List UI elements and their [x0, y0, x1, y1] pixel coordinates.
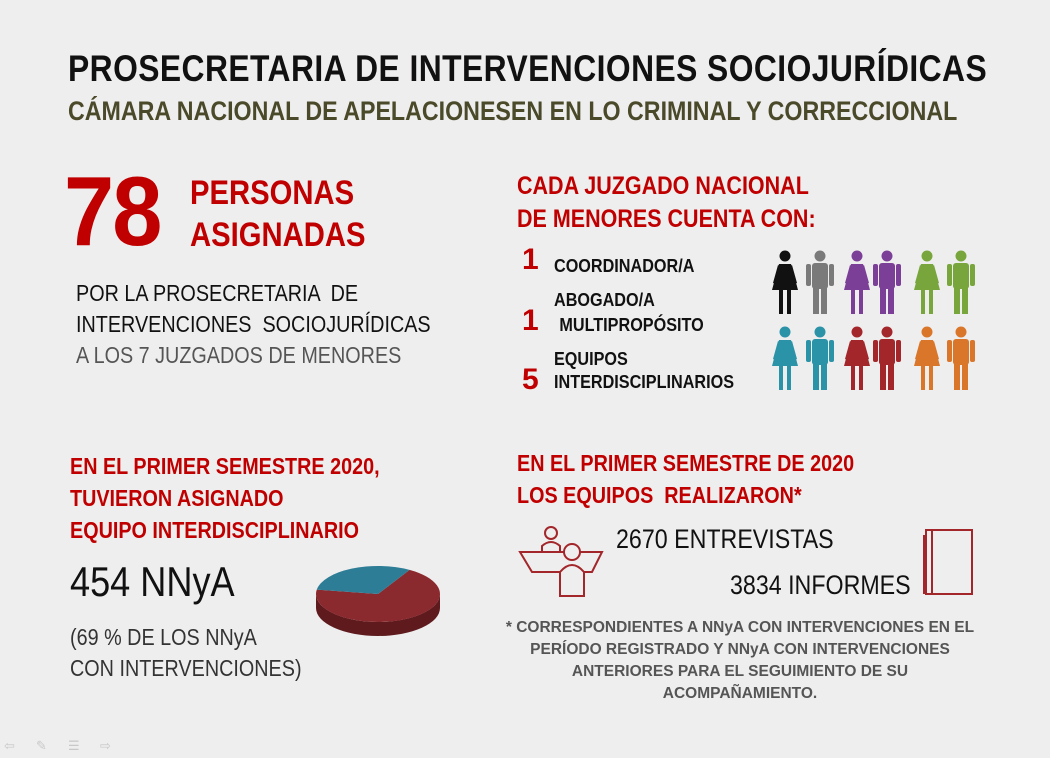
person-female-icon [842, 326, 872, 392]
role-label-equipos-line2: INTERDISCIPLINARIOS [554, 372, 735, 392]
footnote [505, 617, 975, 705]
assigned-label-line2: ASIGNADAS [190, 216, 366, 254]
report-icon [922, 528, 974, 596]
assigned-count: 78 [64, 156, 161, 266]
person-female-icon [842, 250, 872, 316]
person-female-icon [912, 326, 942, 392]
person-female-icon [912, 250, 942, 316]
desc-line2: INTERVENCIONES SOCIOJURÍDICAS [76, 311, 431, 337]
semester-right-line2: LOS EQUIPOS REALIZARON* [517, 482, 802, 508]
pct-line2: CON INTERVENCIONES) [70, 655, 302, 681]
role-count-coordinador: 1 [522, 243, 539, 276]
role-label-abogado-line2: MULTIPROPÓSITO [559, 315, 704, 335]
semester-left-line2: TUVIERON ASIGNADO [70, 485, 284, 511]
role-count-abogado: 1 [522, 304, 539, 337]
interview-icon [518, 524, 608, 600]
pen-icon[interactable]: ✎ [36, 738, 47, 753]
role-label-abogado-line1: ABOGADO/A [554, 290, 655, 310]
role-label-equipos-line1: EQUIPOS [554, 349, 628, 369]
footnote-line2: PERÍODO REGISTRADO Y NNyA CON INTERVENCIONES [530, 641, 950, 658]
person-male-icon [946, 326, 976, 392]
semester-left-line1: EN EL PRIMER SEMESTRE 2020, [70, 453, 380, 479]
person-female-icon [770, 250, 800, 316]
person-male-icon [872, 250, 902, 316]
nnya-percentage [70, 622, 302, 684]
reports-count: 3834 INFORMES [730, 570, 911, 600]
person-male-icon [872, 326, 902, 392]
previous-slide-icon[interactable]: ⇦ [4, 738, 15, 753]
semester-right-heading [517, 447, 854, 511]
person-male-icon [805, 326, 835, 392]
role-label-equipos [554, 348, 734, 394]
assigned-label [190, 172, 365, 256]
semester-left-line3: EQUIPO INTERDISCIPLINARIO [70, 517, 360, 543]
person-male-icon [946, 250, 976, 316]
pie-chart [308, 560, 448, 645]
menu-icon[interactable]: ☰ [68, 738, 80, 753]
juzgado-heading-line2: DE MENORES CUENTA CON: [517, 205, 816, 233]
juzgado-heading [517, 170, 816, 236]
footnote-line1: * CORRESPONDIENTES A NNyA CON INTERVENCIONES EN EL [505, 619, 975, 636]
nnya-count: 454 NNyA [70, 558, 235, 605]
role-label-coordinador: COORDINADOR/A [554, 256, 695, 276]
assigned-description [76, 278, 431, 371]
juzgado-heading-line1: CADA JUZGADO NACIONAL [517, 172, 809, 200]
person-male-icon [805, 250, 835, 316]
interviews-count: 2670 ENTREVISTAS [616, 524, 834, 554]
semester-right-line1: EN EL PRIMER SEMESTRE DE 2020 [517, 450, 855, 476]
semester-left-heading [70, 450, 380, 546]
role-label-abogado [554, 289, 704, 337]
page-title: PROSECRETARIA DE INTERVENCIONES SOCIOJURÍDICAS [68, 48, 988, 89]
desc-line3: A LOS 7 JUZGADOS DE MENORES [76, 342, 402, 368]
page-subtitle: CÁMARA NACIONAL DE APELACIONESEN EN LO CRIMINAL Y CORRECCIONAL [68, 96, 958, 126]
person-female-icon [770, 326, 800, 392]
assigned-label-line1: PERSONAS [190, 174, 355, 212]
next-slide-icon[interactable]: ⇨ [100, 738, 111, 753]
pct-line1: (69 % DE LOS NNyA [70, 624, 257, 650]
role-count-equipos: 5 [522, 363, 539, 396]
footnote-line3: ANTERIORES PARA EL SEGUIMIENTO DE SU ACOMPAÑAMIENTO. [571, 663, 909, 702]
desc-line1: POR LA PROSECRETARIA DE [76, 280, 359, 306]
